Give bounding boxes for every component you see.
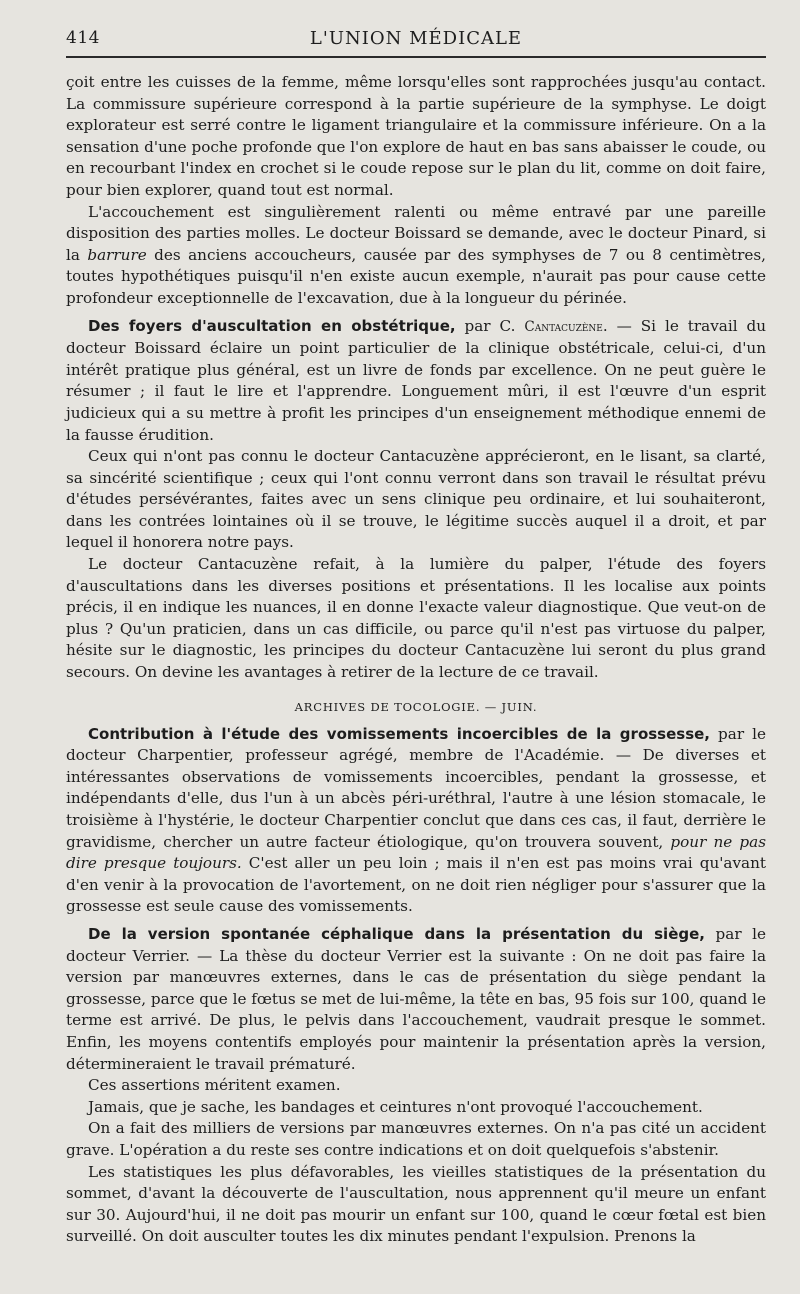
article-body bbox=[66, 72, 766, 1248]
page-number: 414 bbox=[66, 28, 100, 48]
italic-term: barrure bbox=[87, 245, 147, 264]
review-title: Contribution à l'étude des vomissements incoercibles de la grossesse, bbox=[88, 724, 711, 743]
paragraph-versions: On a fait des milliers de versions par manœuvres externes. On n'a pas cité un accident grave. L'opération a du reste ses contre indications et on doit quelquefois s'abstenir. bbox=[66, 1119, 766, 1159]
review-text: C'est aller un peu loin ; mais il n'en est pas moins vrai qu'avant d'en venir à la provocation de l'avortement, on ne doit rien négliger pour s'assurer que la grossesse est seule cause des vomissements. bbox=[66, 854, 766, 916]
page-header bbox=[66, 22, 766, 58]
paragraph-text: des anciens accoucheurs, causée par des symphyses de 7 ou 8 centimètres, toutes hypothétiques puisqu'il n'en existe aucun exemple, n'aurait pas pour cause cette profondeur exceptionnelle de l'excavation, due à la longueur du périnée. bbox=[66, 245, 766, 307]
paragraph-assertions: Ces assertions méritent examen. bbox=[88, 1076, 341, 1095]
review-text: par le docteur Verrier. — La thèse du docteur Verrier est la suivante : On ne doit pas faire la version par manœuvres externes, dans le cas de présentation du siège pendant la grossesse, parce que le fœtus se met de lui-même, la tête en bas, 95 fois sur 100, quand le terme est arrivé. De plus, le pelvis dans l'accouchement, vaudrait presque le sommet. Enfin, les moyens contentifs employés pour maintenir la présentation après la version, détermineraient le travail prématuré. bbox=[66, 924, 766, 1073]
review-text: par le docteur Charpentier, professeur agrégé, membre de l'Académie. — De diverses et intéressantes observations de vomissements incoercibles, pendant la grossesse, et indépendants d'elle, dus l'un à un abcès péri-uréthral, l'autre à une lésion stomacale, le troisième à l'hystérie, le docteur Charpentier conclut que dans ces cas, il faut, derrière le gravidisme, chercher un autre facteur étiologique, qu'on trouvera souvent, bbox=[66, 724, 766, 851]
paragraph-statistiques: Les statistiques les plus défavorables, les vieilles statistiques de la présentation du sommet, d'avant la découverte de l'auscultation, nous apprennent qu'il meure un enfant sur 30. Aujourd'hui, il ne doit pas mourir un enfant sur 100, quand le cœur fœtal est bien surveillé. On doit ausculter toutes les dix minutes pendant l'expulsion. Prenons la bbox=[66, 1162, 766, 1246]
review-vomissements bbox=[66, 724, 766, 918]
running-title: L'UNION MÉDICALE bbox=[309, 28, 523, 49]
review-author: Cantacuzène bbox=[524, 318, 603, 335]
paragraph-text: L'accouchement est singulièrement ralenti ou même entravé par une pareille disposition des parties molles. Le docteur Boissard se demande, avec le docteur Pinard, si la bbox=[66, 202, 766, 264]
paragraph-barrure bbox=[66, 202, 766, 310]
paragraph-cantacuzene-praise: Ceux qui n'ont pas connu le docteur Cantacuzène apprécieront, en le lisant, sa clarté, sa sincérité scientifique ; ceux qui l'ont connu verront dans son travail le résultat prévu d'études persévérantes, faites avec un sens clinique peu ordinaire, et lui souhaiteront, dans les contrées lointaines où il se trouve, le légitime succès auquel il a droit, et par lequel il honorera notre pays. bbox=[66, 447, 766, 552]
paragraph-cantacuzene-method: Le docteur Cantacuzène refait, à la lumière du palper, l'étude des foyers d'auscultations dans les diverses positions et présentations. Il les localise aux points précis, il en indique les nuances, il en donne l'exacte valeur diagnostique. Que veut-on de plus ? Qu'un praticien, dans un cas difficile, ou parce qu'il n'est pas virtuose du palper, hésite sur le diagnostic, les principes du docteur Cantacuzène lui seront du plus grand secours. On devine les avantages à retirer de la lecture de ce travail. bbox=[66, 555, 766, 682]
review-by: par C. bbox=[455, 316, 525, 335]
review-foyers-auscultation bbox=[66, 316, 766, 447]
review-title: De la version spontanée céphalique dans la présentation du siège, bbox=[88, 924, 705, 943]
paragraph-bandages: Jamais, que je sache, les bandages et ceintures n'ont provoqué l'accouchement. bbox=[88, 1097, 703, 1116]
paragraph-continuation: çoit entre les cuisses de la femme, même lorsqu'elles sont rapprochées jusqu'au contact. La commissure supérieure correspond à la partie supérieure de la symphyse. Le doigt explorateur est serré contre le ligament triangulaire et la commissure inférieure. On a la sensation d'une poche profonde que l'on explore de haut en bas sans abaisser le coude, ou en recourbant l'index en crochet si le coude repose sur le plan du lit, comme on doit faire, pour bien explorer, quand tout est normal. bbox=[66, 73, 766, 199]
review-text: . — Si le travail du docteur Boissard éclaire un point particulier de la clinique obstétricale, celui-ci, d'un intérêt pratique plus général, est un livre de fonds par excellence. On ne peut guère le résumer ; il faut le lire et l'apprendre. Longuement mûri, il est l'œuvre d'un esprit judicieux qui a su mettre à profit les principes d'un enseignement méthodique ennemi de la fausse érudition. bbox=[66, 316, 767, 444]
review-version-spontanee bbox=[66, 924, 766, 1075]
section-heading-archives: ARCHIVES DE TOCOLOGIE. — JUIN. bbox=[294, 699, 538, 714]
italic-phrase: pour ne pas dire presque toujours. bbox=[66, 832, 766, 873]
review-title: Des foyers d'auscultation en obstétrique, bbox=[88, 316, 456, 335]
